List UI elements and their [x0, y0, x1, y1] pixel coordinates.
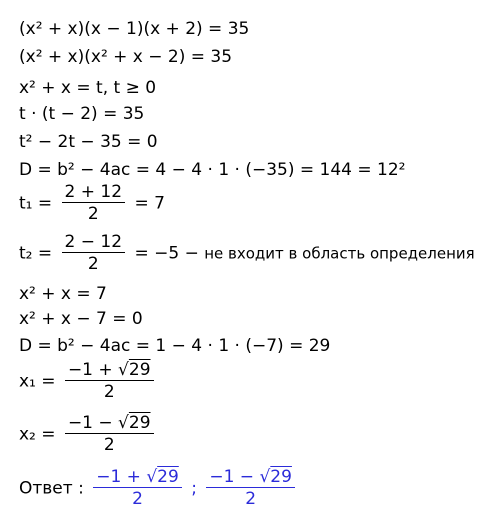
answer-1-radicand: 29 [157, 467, 179, 487]
t1-fraction [62, 182, 126, 225]
x1-denominator: 2 [103, 382, 115, 402]
t2-label: t₂ = [19, 243, 53, 264]
root-x2-line [19, 413, 158, 456]
x1-fraction [65, 360, 154, 403]
equation-line-t: t · (t − 2) = 35 [19, 104, 145, 124]
answer-line [19, 467, 299, 510]
t1-denominator: 2 [87, 204, 99, 224]
x2-denominator: 2 [103, 435, 115, 455]
root-x1-line [19, 360, 158, 403]
x1-numerator [65, 360, 154, 381]
x2-numerator [65, 413, 154, 434]
answer-1-num-part: −1 + √ [96, 467, 158, 487]
answer-2-radicand: 29 [270, 467, 292, 487]
x1-radicand: 29 [128, 360, 151, 380]
answer-2-denominator: 2 [245, 489, 257, 509]
x2-fraction [65, 413, 154, 456]
answer-2-num-part: −1 − √ [209, 467, 271, 487]
substitution-line: x² + x = t, t ≥ 0 [19, 78, 157, 98]
answer-2-fraction [206, 467, 295, 510]
equation-line-2: (x² + x)(x² + x − 2) = 35 [19, 47, 233, 67]
discriminant-line-2: D = b² − 4ac = 1 − 4 · 1 · (−7) = 29 [19, 336, 331, 356]
quadratic-line-x: x² + x − 7 = 0 [19, 309, 143, 329]
t1-numerator: 2 + 12 [62, 182, 126, 203]
t2-result: = −5 − [134, 243, 199, 264]
t2-fraction [62, 232, 126, 275]
root-t2-line [19, 232, 475, 275]
x2-num-part: −1 − √ [67, 413, 129, 433]
quadratic-line-t: t² − 2t − 35 = 0 [19, 132, 158, 152]
answer-separator: ; [191, 478, 197, 499]
t1-label: t₁ = [19, 193, 53, 214]
x2-label: x₂ = [19, 424, 56, 445]
t2-denominator: 2 [87, 254, 99, 274]
root-t1-line [19, 182, 165, 225]
answer-label: Ответ : [19, 478, 84, 499]
answer-1-fraction [93, 467, 182, 510]
x2-radicand: 29 [128, 413, 151, 433]
discriminant-line-1: D = b² − 4ac = 4 − 4 · 1 · (−35) = 144 = 12² [19, 160, 406, 180]
x1-num-part: −1 + √ [67, 360, 129, 380]
equation-line-1: (x² + x)(x − 1)(x + 2) = 35 [19, 19, 250, 39]
answer-1-denominator: 2 [132, 489, 143, 509]
t1-result: = 7 [134, 193, 165, 214]
answer-1-numerator [93, 467, 182, 488]
t2-numerator: 2 − 12 [62, 232, 126, 253]
t2-note: не входит в область определения [204, 244, 475, 263]
x1-label: x₁ = [19, 371, 56, 392]
answer-2-numerator [206, 467, 295, 488]
equation-line-x: x² + x = 7 [19, 284, 107, 304]
